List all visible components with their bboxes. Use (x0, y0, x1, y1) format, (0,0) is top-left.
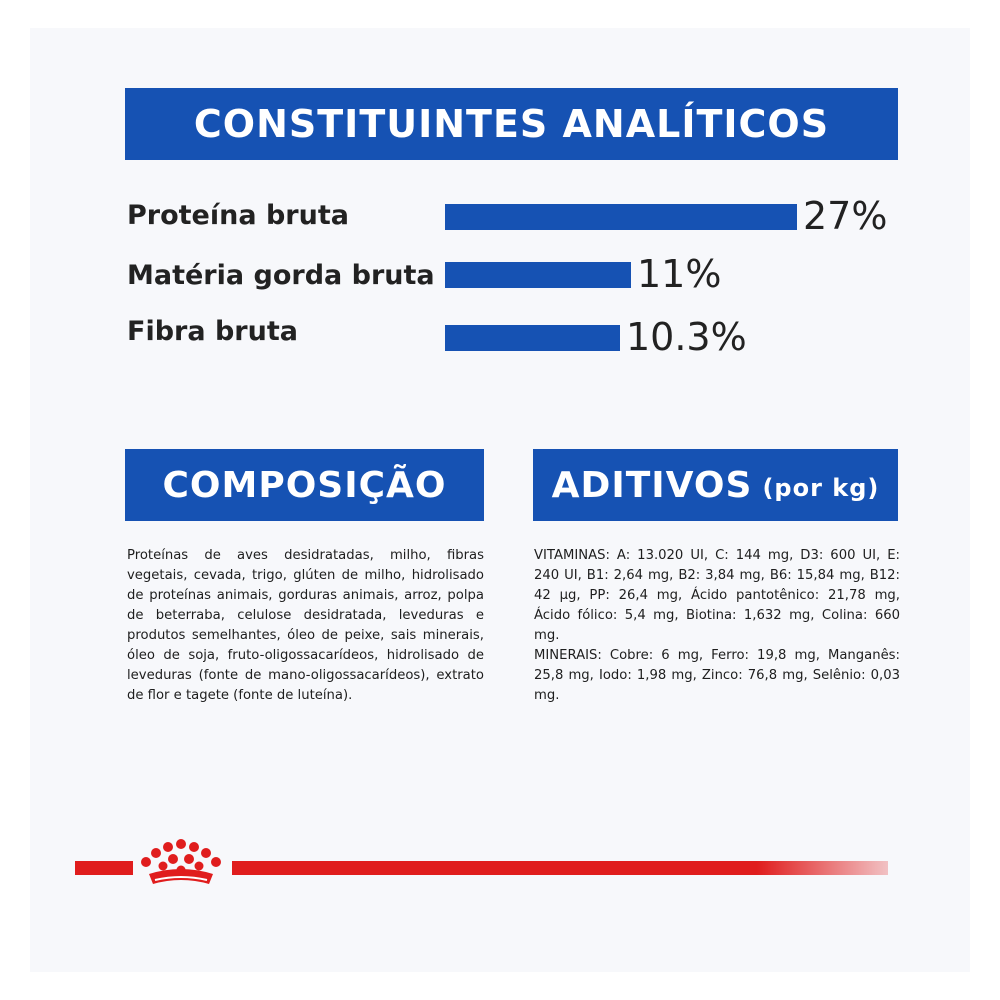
row-label-gordura: Matéria gorda bruta (127, 260, 435, 291)
minerais-paragraph: MINERAIS: Cobre: 6 mg, Ferro: 19,8 mg, Manganês: 25,8 mg, Iodo: 1,98 mg, Zinco: 76,8 mg, Selênio: 0,03 mg. (534, 648, 900, 703)
bar-gordura (445, 262, 631, 288)
bar-proteina (445, 204, 797, 230)
composicao-text (127, 546, 484, 706)
vitaminas-paragraph: VITAMINAS: A: 13.020 UI, C: 144 mg, D3: 600 UI, E: 240 UI, B1: 2,64 mg, B2: 3,84 mg, B6: 15,84 mg, B12: 42 µg, PP: 26,4 mg, Ácido pantotênico: 21,78 mg, Ácido fólico: 5,4 mg, Biotina: 1,632 mg, Colina: 660 mg. (534, 548, 900, 643)
composicao-paragraph: Proteínas de aves desidratadas, milho, fibras vegetais, cevada, trigo, glúten de milho, hidrolisado de proteínas animais, gorduras animais, arroz, polpa de beterraba, celulose desidratada, leveduras e produtos semelhantes, óleo de peixe, sais minerais, óleo de soja, fruto-oligossacarídeos, hidrolisado de leveduras (fonte de mano-oligossacarídeos), extrato de flor e tagete (fonte de luteína). (127, 548, 484, 703)
red-line-left (75, 861, 133, 875)
aditivos-banner (533, 449, 898, 521)
composicao-title: COMPOSIÇÃO (162, 464, 447, 506)
composicao-banner (125, 449, 484, 521)
red-line-right (232, 861, 888, 875)
row-label-proteina: Proteína bruta (127, 200, 349, 231)
crown-icon (135, 836, 227, 892)
aditivos-title-suffix: (por kg) (762, 474, 880, 502)
aditivos-title: ADITIVOS (551, 464, 753, 506)
bar-fibra (445, 325, 620, 351)
value-proteina: 27% (803, 194, 888, 238)
value-fibra: 10.3% (626, 315, 747, 359)
aditivos-text (534, 546, 900, 706)
value-gordura: 11% (637, 252, 722, 296)
row-label-fibra: Fibra bruta (127, 316, 298, 347)
constituintes-banner (125, 88, 898, 160)
constituintes-title: CONSTITUINTES ANALÍTICOS (193, 102, 830, 146)
